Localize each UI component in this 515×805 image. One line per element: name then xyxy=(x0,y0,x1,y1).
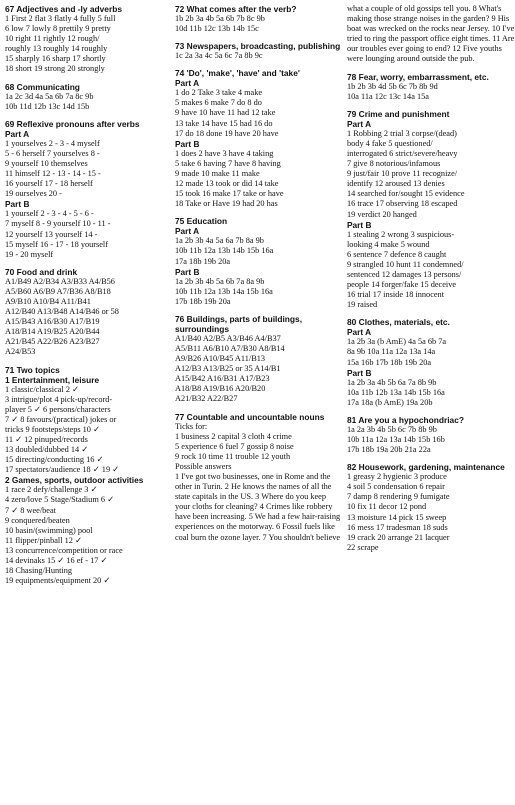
answer-line: 10b 11b 12a 13b 14b 15b 16a xyxy=(175,246,274,256)
part-label: Part B xyxy=(347,219,372,230)
answer-line: Ticks for: xyxy=(175,421,208,431)
section-heading: 75 Education xyxy=(175,216,228,227)
answer-line: 7 myself 8 - 9 yourself 10 - 11 - xyxy=(5,219,111,229)
answer-line: 17b 18b 19a 20b 21a 22a xyxy=(347,445,431,455)
answer-line: people 14 forger/fake 15 deceive xyxy=(347,280,457,290)
answer-line: player 5 ✓ 6 persons/characters xyxy=(5,404,111,414)
answer-line: 1a 2c 3d 4a 5a 6b 7a 8c 9b xyxy=(5,91,94,101)
answer-line: 1 does 2 have 3 have 4 taking xyxy=(175,148,274,158)
answer-line: 9 made 10 make 11 make xyxy=(175,168,260,178)
answer-line: 19 raised xyxy=(347,300,378,310)
answer-line: 14 searched for/sought 15 evidence xyxy=(347,189,465,199)
answer-line: 8a 9b 10a 11a 12a 13a 14a xyxy=(347,347,436,357)
answer-line: A12/B40 A13/B48 A14/B46 or 58 xyxy=(5,307,119,317)
answer-line: 9 conquered/beaten xyxy=(5,515,70,525)
answer-line: identify 12 aroused 13 denies xyxy=(347,179,445,189)
answer-line: A1/B49 A2/B34 A3/B33 A4/B56 xyxy=(5,276,115,286)
answer-line: 10d 11b 12c 13b 14b 15c xyxy=(175,24,259,34)
column-left xyxy=(5,4,169,805)
part-label: Part B xyxy=(175,266,200,277)
answer-line: 15 sharply 16 sharp 17 shortly xyxy=(5,54,106,64)
answer-line: 15 took 16 make 17 take or have xyxy=(175,189,284,199)
answer-line: 10b 11b 12a 13b 14a 15b 16a xyxy=(175,286,273,296)
answer-line: 16 trial 17 inside 18 innocent xyxy=(347,290,445,300)
answer-line: 10b 11d 12b 13c 14d 15b xyxy=(5,101,90,111)
answer-line: 1 First 2 flat 3 flatly 4 fully 5 full xyxy=(5,14,116,23)
part-label: Part B xyxy=(175,138,200,149)
part-label: 2 Games, sports, outdoor activities xyxy=(5,475,144,486)
answer-line: 19 verdict 20 hanged xyxy=(347,209,417,219)
answer-line: looking 4 make 5 wound xyxy=(347,239,430,249)
part-label: Part A xyxy=(5,128,30,139)
answer-line: 1a 2a 3b 4b 5b 6c 7b 8b 9b xyxy=(347,424,437,434)
answer-line: 13 doubled/dubbed 14 ✓ xyxy=(5,445,89,455)
answer-line: 10 basin/(swimming) pool xyxy=(5,525,93,535)
answer-line: 16 trace 17 observing 18 escaped xyxy=(347,199,458,209)
answer-line: roughly 13 roughly 14 roughly xyxy=(5,44,108,54)
answer-line: A5/B11 A6/B10 A7/B30 A8/B14 xyxy=(175,343,285,353)
answer-line: A5/B60 A6/B9 A7/B36 A8/B18 xyxy=(5,286,111,296)
section-heading: 69 Reflexive pronouns after verbs xyxy=(5,118,140,129)
answer-line: A21/B45 A22/B26 A23/B27 xyxy=(5,337,100,347)
answer-line: 10a 11b 12b 13a 14b 15b 16a xyxy=(347,387,445,397)
exercise-section xyxy=(347,4,515,65)
answer-line: what a couple of old gossips tell you. 8 What's making those strange noises in the garden? 9 His boat was wrecked on the rocks near Jersey. 10 I've tried to ring the passport office eight times. 11 Are our troubles ever going to end? 12 Five youths were lounging around outside the pub. xyxy=(347,4,515,64)
answer-line: 14 devinaks 15 ✓ 16 ef - 17 ✓ xyxy=(5,556,108,566)
answer-line: 22 scrape xyxy=(347,542,379,552)
answer-line: sentenced 12 damages 13 persons/ xyxy=(347,269,462,279)
exercise-section xyxy=(5,267,169,358)
answer-line: 16 yourself 17 - 18 herself xyxy=(5,179,93,189)
answer-line: 1 business 2 capital 3 cloth 4 crime xyxy=(175,431,292,441)
answer-line: 17a 18a (b AmE) 19a 20b xyxy=(347,397,433,407)
section-heading: 72 What comes after the verb? xyxy=(175,4,297,14)
exercise-section xyxy=(175,41,341,61)
answer-line: 18 Chasing/Hunting xyxy=(5,566,73,576)
answer-line: tricks 9 footsteps/steps 10 ✓ xyxy=(5,424,100,434)
answer-line: Possible answers xyxy=(175,461,232,471)
column-right xyxy=(347,4,515,805)
part-label: Part B xyxy=(347,367,372,378)
answer-line: 1a 2b 3a (b AmE) 4a 5a 6b 7a xyxy=(347,337,447,347)
answer-line: 9 rock 10 time 11 trouble 12 youth xyxy=(175,451,291,461)
section-heading: 73 Newspapers, broadcasting, publishing xyxy=(175,41,341,52)
section-heading: 74 'Do', 'make', 'have' and 'take' xyxy=(175,68,300,79)
answer-line: A18/B8 A19/B16 A20/B20 xyxy=(175,384,266,394)
section-heading: 68 Communicating xyxy=(5,81,80,92)
section-heading: 77 Countable and uncountable nouns xyxy=(175,411,325,422)
answer-line: 17 do 18 done 19 have 20 have xyxy=(175,128,279,138)
part-label: Part A xyxy=(175,226,200,237)
exercise-section xyxy=(175,412,341,543)
exercise-section xyxy=(5,82,169,112)
answer-line: 4 zero/love 5 Stage/Stadium 6 ✓ xyxy=(5,495,115,505)
answer-line: 19 equipments/equipment 20 ✓ xyxy=(5,576,111,586)
section-heading: 79 Crime and punishment xyxy=(347,108,450,119)
answer-line: 16 mess 17 tradesman 18 suds xyxy=(347,522,448,532)
answer-line: 18 Take or Have 19 had 20 has xyxy=(175,199,278,209)
answer-line: 17a 18b 19b 20a xyxy=(175,256,231,266)
answer-line: 1 stealing 2 wrong 3 suspicious- xyxy=(347,229,455,239)
answer-line: 15 myself 16 - 17 - 18 yourself xyxy=(5,239,109,249)
section-heading: 71 Two topics xyxy=(5,364,60,375)
exercise-section xyxy=(175,314,341,405)
answer-line: 15a 16b 17b 18b 19b 20a xyxy=(347,357,432,367)
answer-line: interrogated 6 strict/severe/heavy xyxy=(347,148,458,158)
section-heading: 80 Clothes, materials, etc. xyxy=(347,317,450,328)
answer-line: 3 intrigue/plot 4 pick-up/record- xyxy=(5,394,113,404)
answer-line: A15/B43 A16/B30 A17/B19 xyxy=(5,317,100,327)
answer-line: 9 just/fair 10 prove 11 recognize/ xyxy=(347,169,458,179)
answer-line: 5 experience 6 fuel 7 gossip 8 noise xyxy=(175,441,294,451)
part-label: Part A xyxy=(347,118,372,129)
answer-line: 10 fix 11 decor 12 pond xyxy=(347,502,427,512)
answer-line: A15/B42 A16/B31 A17/B23 xyxy=(175,374,270,384)
answer-line: 19 - 20 myself xyxy=(5,249,54,259)
answer-line: 11 flipper/pinball 12 ✓ xyxy=(5,535,82,545)
exercise-section xyxy=(347,462,515,553)
answer-line: 13 take 14 have 15 had 16 do xyxy=(175,118,273,128)
answer-line: 1 I've got two businesses, one in Rome and the other in Turin. 2 He knows the names of all the state capitals in the US. 3 Where do you keep your cloths for cleaning? 4 Crimes like robbery have been increasing. 5 We had a few hair-raising experiences on the motorway. 6 Fossil fuels like coal burn the ozone layer. 7 You shouldn't believe xyxy=(175,472,341,542)
exercise-section xyxy=(175,216,341,307)
answer-line: 1b 2b 3a 4b 5a 6b 7b 8c 9b xyxy=(175,14,265,23)
answer-line: 9 have 10 have 11 had 12 take xyxy=(175,108,276,118)
answer-line: 1 Robbing 2 trial 3 corpse/(dead) xyxy=(347,128,457,138)
answer-line: 17 spectators/audience 18 ✓ 19 ✓ xyxy=(5,465,120,475)
answer-line: 10a 11a 12c 13c 14a 15a xyxy=(347,91,429,101)
answer-line: 11 himself 12 - 13 - 14 - 15 - xyxy=(5,169,101,179)
answer-line: A21/B32 A22/B27 xyxy=(175,394,238,404)
answer-line: 7 damp 8 rendering 9 fumigate xyxy=(347,492,450,502)
exercise-section xyxy=(347,317,515,408)
answer-line: 5 - 6 herself 7 yourselves 8 - xyxy=(5,148,100,158)
column-middle xyxy=(175,4,341,805)
answer-line: 6 sentence 7 defence 8 caught xyxy=(347,249,447,259)
answer-line: 9 strangled 10 hunt 11 condemned/ xyxy=(347,259,464,269)
section-heading: 82 Housework, gardening, maintenance xyxy=(347,462,505,473)
answer-line: 13 moisture 14 pick 15 sweep xyxy=(347,512,447,522)
answer-line: 15 directing/conducting 16 ✓ xyxy=(5,455,104,465)
answer-line: 10 right 11 rightly 12 rough/ xyxy=(5,34,100,44)
answer-line: 1 greasy 2 hygienic 3 produce xyxy=(347,472,447,482)
section-heading: 78 Fear, worry, embarrassment, etc. xyxy=(347,71,489,82)
answer-line: 11 ✓ 12 pinuped/records xyxy=(5,435,88,444)
answer-line: 1 yourself 2 - 3 - 4 - 5 - 6 - xyxy=(5,209,94,219)
answer-line: 1 yourselves 2 - 3 - 4 myself xyxy=(5,138,100,148)
answer-line: 10b 11a 12a 13a 14b 15b 16b xyxy=(347,435,445,444)
answer-line: 1a 2b 3b 4a 5a 6a 7b 8a 9b xyxy=(175,236,264,246)
answer-line: A18/B14 A19/B25 A20/B44 xyxy=(5,327,100,337)
exercise-section xyxy=(175,4,341,34)
exercise-section xyxy=(347,415,515,455)
answer-line: 5 makes 6 make 7 do 8 do xyxy=(175,98,262,108)
answer-line: 13 concurrence/competition or race xyxy=(5,545,123,555)
section-heading: 70 Food and drink xyxy=(5,266,78,277)
answer-line: 1a 2b 3b 4b 5a 6b 7a 8a 9b xyxy=(175,276,265,286)
answer-line: 1b 2b 3b 4d 5b 6c 7b 8b 9d xyxy=(347,81,438,91)
answer-line: A9/B10 A10/B4 A11/B41 xyxy=(5,296,91,306)
answer-line: 1c 2a 3a 4c 5a 6c 7a 8b 9c xyxy=(175,51,263,61)
section-heading: 67 Adjectives and -ly adverbs xyxy=(5,4,122,14)
answer-line: 1 classic/classical 2 ✓ xyxy=(5,384,79,394)
answer-line: 1a 2b 3a 4b 5b 6a 7a 8b 9b xyxy=(347,377,437,387)
answer-line: 19 ourselves 20 - xyxy=(5,189,62,199)
answer-line: 12 made 13 took or did 14 take xyxy=(175,179,279,189)
exercise-section xyxy=(175,68,341,209)
answer-line: 7 ✓ 8 favours/(practical) jokes or xyxy=(5,414,117,424)
answer-line: 7 ✓ 8 wee/beat xyxy=(5,505,56,515)
answer-line: A24/B53 xyxy=(5,347,36,357)
answer-line: A1/B40 A2/B5 A3/B46 A4/B37 xyxy=(175,333,281,343)
answer-line: 6 low 7 lowly 8 prettily 9 pretty xyxy=(5,24,111,34)
exercise-section xyxy=(5,4,169,75)
exercise-section xyxy=(5,119,169,260)
exercise-section xyxy=(5,365,169,587)
answer-line: 5 take 6 having 7 have 8 having xyxy=(175,158,281,168)
answer-line: A12/B3 A13/B25 or 35 A14/B1 xyxy=(175,364,281,374)
part-label: 1 Entertainment, leisure xyxy=(5,374,100,385)
answer-line: 7 give 8 notorious/infamous xyxy=(347,159,441,169)
part-label: Part A xyxy=(347,327,372,338)
exercise-section xyxy=(347,109,515,311)
section-heading: 81 Are you a hypochondriac? xyxy=(347,414,464,425)
answer-line: 1 race 2 defy/challenge 3 ✓ xyxy=(5,485,98,495)
answer-line: 9 yourself 10 themselves xyxy=(5,158,88,168)
answer-line: body 4 fake 5 questioned/ xyxy=(347,138,433,148)
exercise-section xyxy=(347,72,515,102)
part-label: Part B xyxy=(5,199,30,210)
answer-line: 12 yourself 13 yourself 14 - xyxy=(5,229,98,239)
section-heading: 76 Buildings, parts of buildings, surroundings xyxy=(175,313,303,334)
part-label: Part A xyxy=(175,78,200,89)
answer-line: 17b 18b 19b 20a xyxy=(175,296,231,306)
answer-line: 4 soil 5 condensation 6 repair xyxy=(347,482,445,492)
answer-line: 18 short 19 strong 20 strongly xyxy=(5,64,105,74)
answer-line: A9/B26 A10/B45 A11/B13 xyxy=(175,354,266,364)
answer-line: 1 do 2 Take 3 take 4 make xyxy=(175,88,263,98)
answer-line: 19 crack 20 arrange 21 lacquer xyxy=(347,532,450,542)
